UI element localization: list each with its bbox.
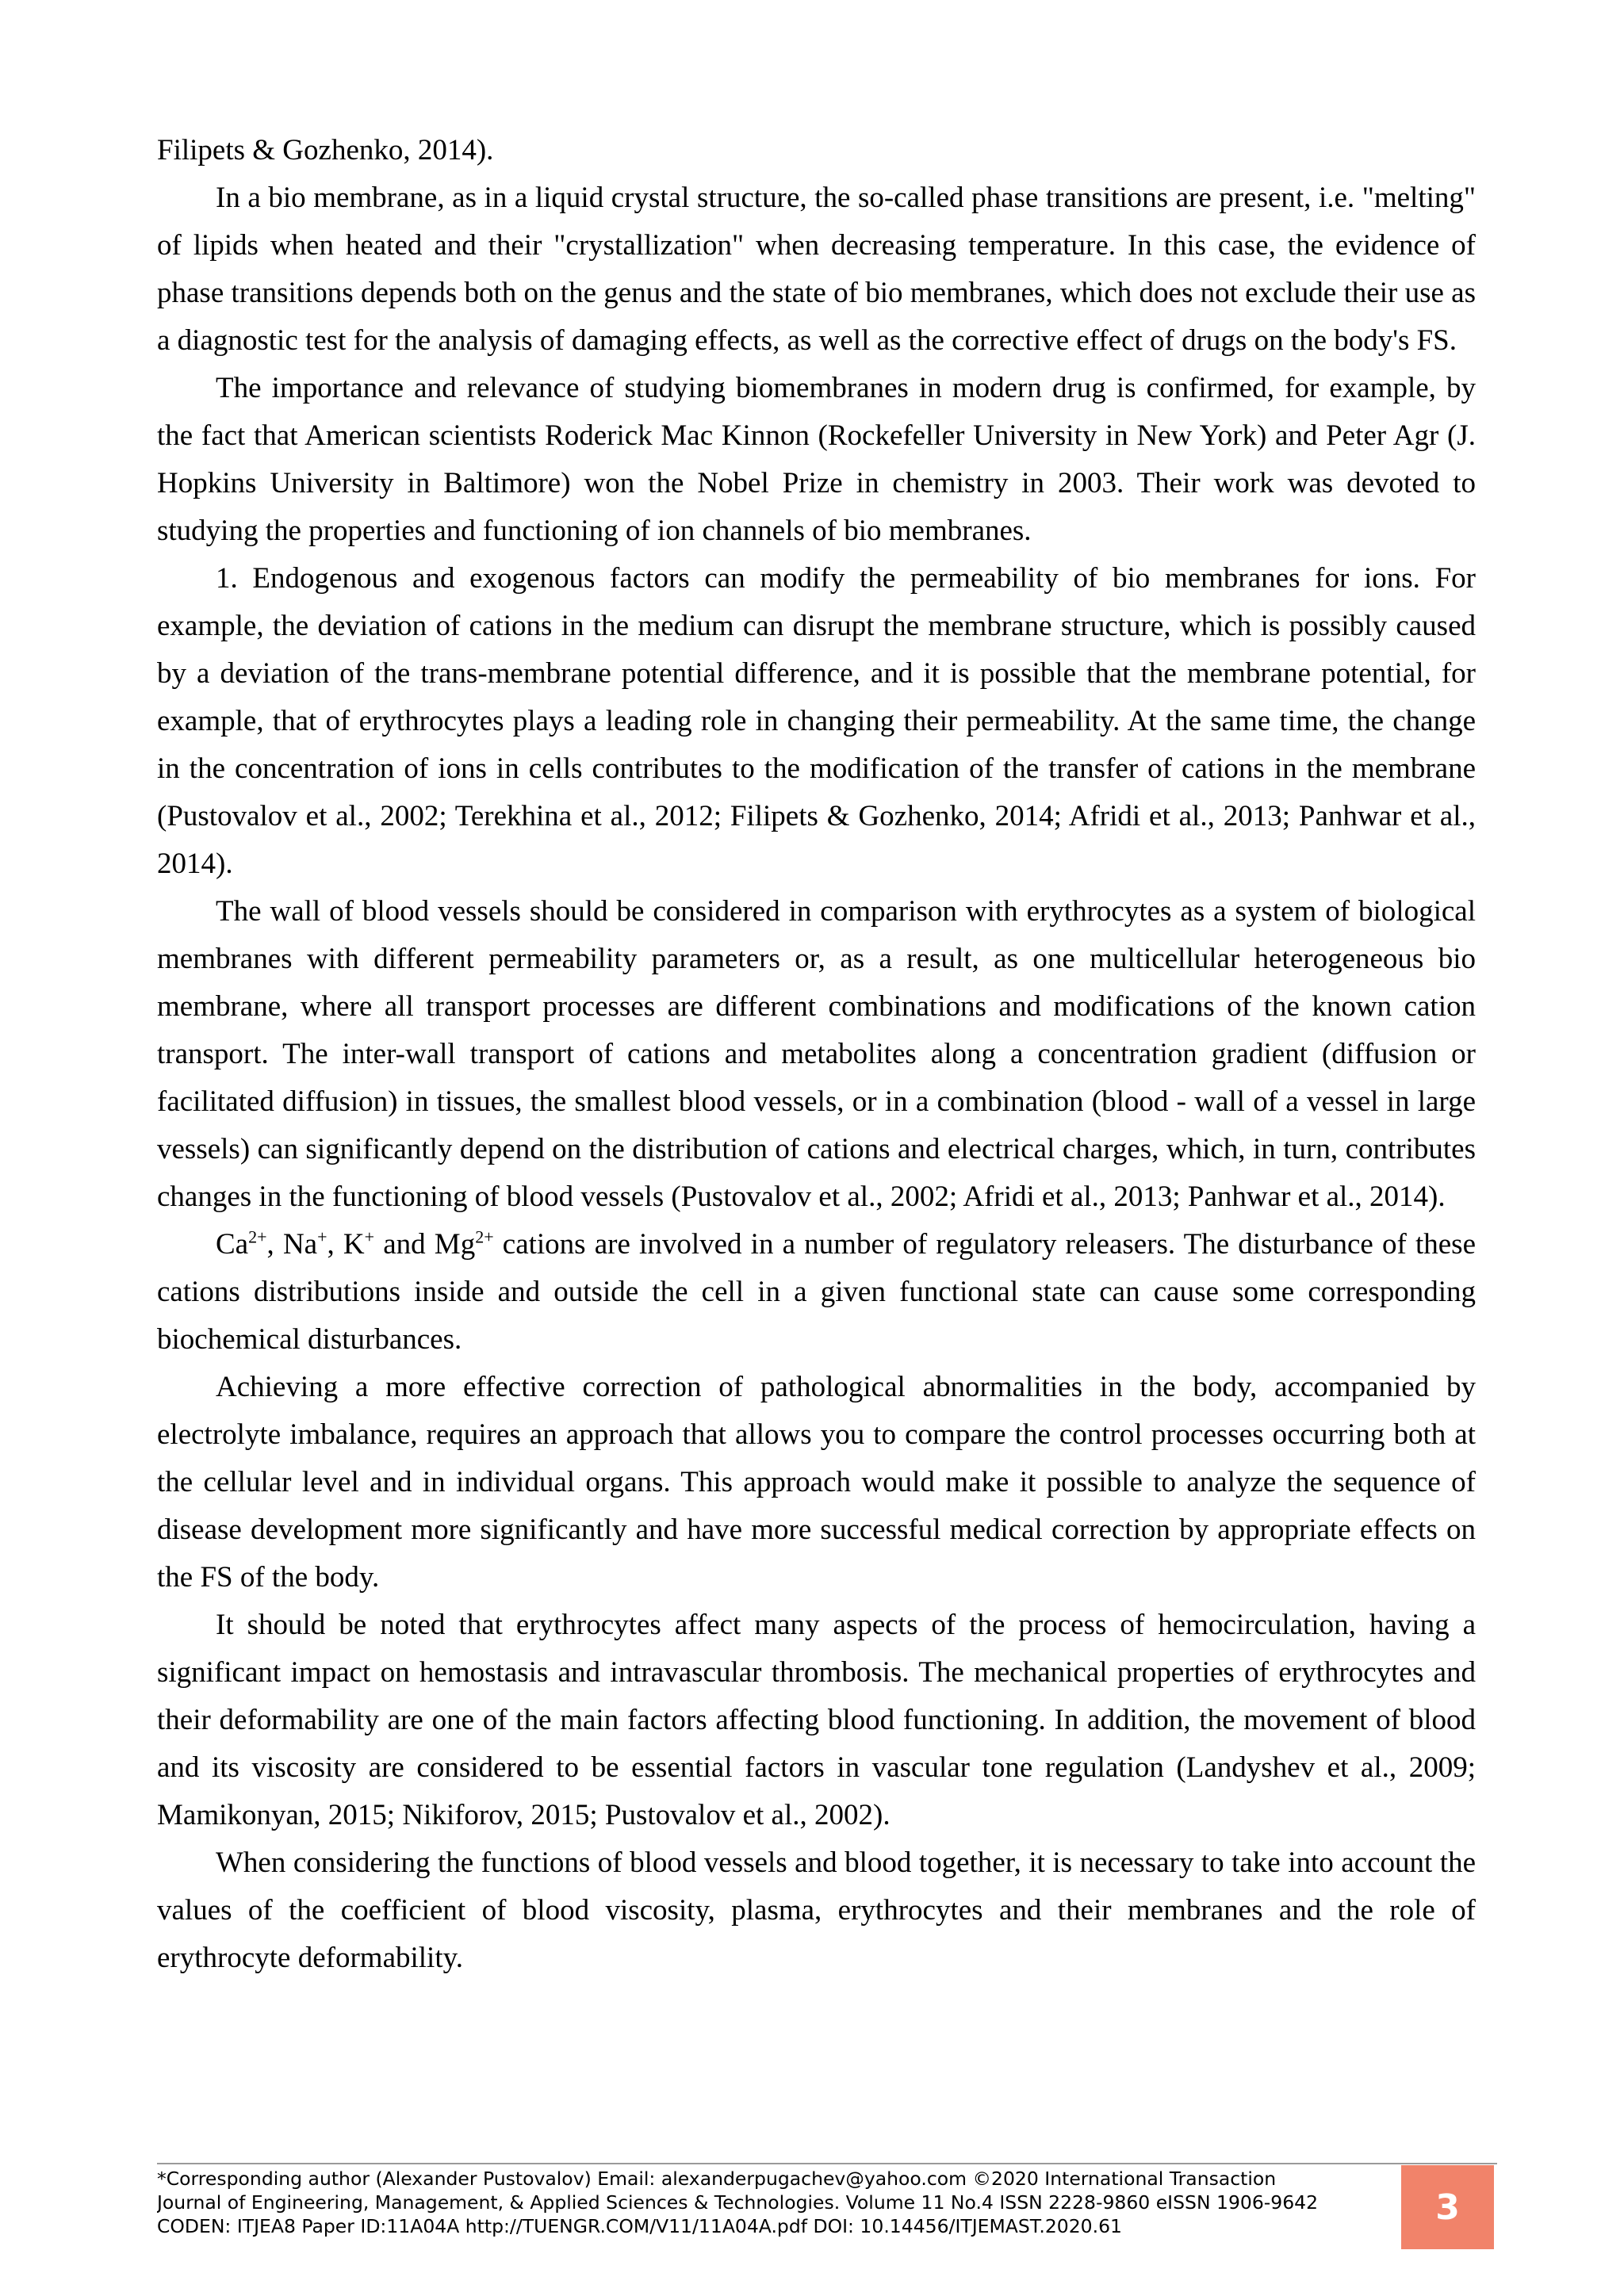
na-charge: +: [317, 1226, 327, 1247]
footer-line-coden: CODEN: ITJEA8 Paper ID:11A04A http://TUENGR.COM/V11/11A04A.pdf DOI: 10.14456/ITJEMAST.2020.61: [157, 2215, 1123, 2237]
paragraph-phase-transitions: In a bio membrane, as in a liquid crystal structure, the so-called phase transitions are present, i.e. "melting" of lipids when heated and their "crystallization" when decreasing temperature. In this case, the evidence of phase transitions depends both on the genus and the state of bio membranes, which does not exclude their use as a diagnostic test for the analysis of damaging effects, as well as the corrective effect of drugs on the body's FS.: [157, 182, 1476, 357]
mg-symbol: Mg: [434, 1228, 476, 1261]
conjunction: and: [374, 1228, 435, 1261]
paragraph-erythrocytes: It should be noted that erythrocytes affect many aspects of the process of hemocirculation, having a significant impact on hemostasis and intravascular thrombosis. The mechanical properties of erythrocytes and their deformability are one of the main factors affecting blood functioning. In addition, the movement of blood and its viscosity are considered to be essential factors in vascular tone regulation (Landyshev et al., 2009; Mamikonyan, 2015; Nikiforov, 2015; Pustovalov et al., 2002).: [157, 1609, 1476, 1831]
page-number-badge: 3: [1401, 2165, 1494, 2249]
separator: ,: [327, 1228, 343, 1261]
article-body: [157, 127, 1476, 1982]
mg-charge: 2+: [475, 1226, 494, 1247]
paragraph-cations: [157, 1221, 1476, 1364]
paragraph-viscosity: When considering the functions of blood vessels and blood together, it is necessary to take into account the values of the coefficient of blood viscosity, plasma, erythrocytes and their membranes and the role of erythrocyte deformability.: [157, 1846, 1476, 1974]
na-symbol: Na: [282, 1228, 318, 1261]
ca-symbol: Ca: [216, 1228, 249, 1261]
paragraph-continuation: Filipets & Gozhenko, 2014).: [157, 134, 494, 166]
paragraph-nobel-prize: The importance and relevance of studying biomembranes in modern drug is confirmed, for example, by the fact that American scientists Roderick Mac Kinnon (Rockefeller University in New York) and Peter Agr (J. Hopkins University in Baltimore) won the Nobel Prize in chemistry in 2003. Their work was devoted to studying the properties and functioning of ion channels of bio membranes.: [157, 372, 1476, 547]
paragraph-blood-vessel-wall: The wall of blood vessels should be considered in comparison with erythrocytes as a system of biological membranes with different permeability parameters or, as a result, as one multicellular heterogeneous bio membrane, where all transport processes are different combinations and modifications of the known cation transport. The inter-wall transport of cations and metabolites along a concentration gradient (diffusion or facilitated diffusion) in tissues, the smallest blood vessels, or in a combination (blood - wall of a vessel in large vessels) can significantly depend on the distribution of cations and electrical charges, which, in turn, contributes changes in the functioning of blood vessels (Pustovalov et al., 2002; Afridi et al., 2013; Panhwar et al., 2014).: [157, 895, 1476, 1213]
separator: ,: [266, 1228, 283, 1261]
cations-text: cations are involved in a number of regulatory releasers. The disturbance of these cations distributions inside and outside the cell in a given functional state can cause some corresponding biochemical disturbances.: [157, 1228, 1476, 1356]
ca-charge: 2+: [248, 1226, 267, 1247]
footer-divider: [157, 2163, 1497, 2164]
paragraph-correction: Achieving a more effective correction of pathological abnormalities in the body, accompanied by electrolyte imbalance, requires an approach that allows you to compare the control processes occurring both at the cellular level and in individual organs. This approach would make it possible to analyze the sequence of disease development more significantly and have more successful medical correction by appropriate effects on the FS of the body.: [157, 1371, 1476, 1594]
k-charge: +: [364, 1226, 375, 1247]
k-symbol: K: [343, 1228, 365, 1261]
footer: [157, 2167, 1394, 2238]
paragraph-permeability-factors: 1. Endogenous and exogenous factors can modify the permeability of bio membranes for ions. For example, the deviation of cations in the medium can disrupt the membrane structure, which is possibly caused by a deviation of the trans-membrane potential difference, and it is possible that the membrane potential, for example, that of erythrocytes plays a leading role in changing their permeability. At the same time, the change in the concentration of ions in cells contributes to the modification of the transfer of cations in the membrane (Pustovalov et al., 2002; Terekhina et al., 2012; Filipets & Gozhenko, 2014; Afridi et al., 2013; Panhwar et al., 2014).: [157, 562, 1476, 880]
footer-line-author: *Corresponding author (Alexander Pustovalov) Email: alexanderpugachev@yahoo.com ©2020 International Transaction: [157, 2168, 1277, 2190]
footer-line-journal: Journal of Engineering, Management, & Applied Sciences & Technologies. Volume 11 No.4 ISSN 2228-9860 eISSN 1906-9642: [157, 2191, 1319, 2214]
